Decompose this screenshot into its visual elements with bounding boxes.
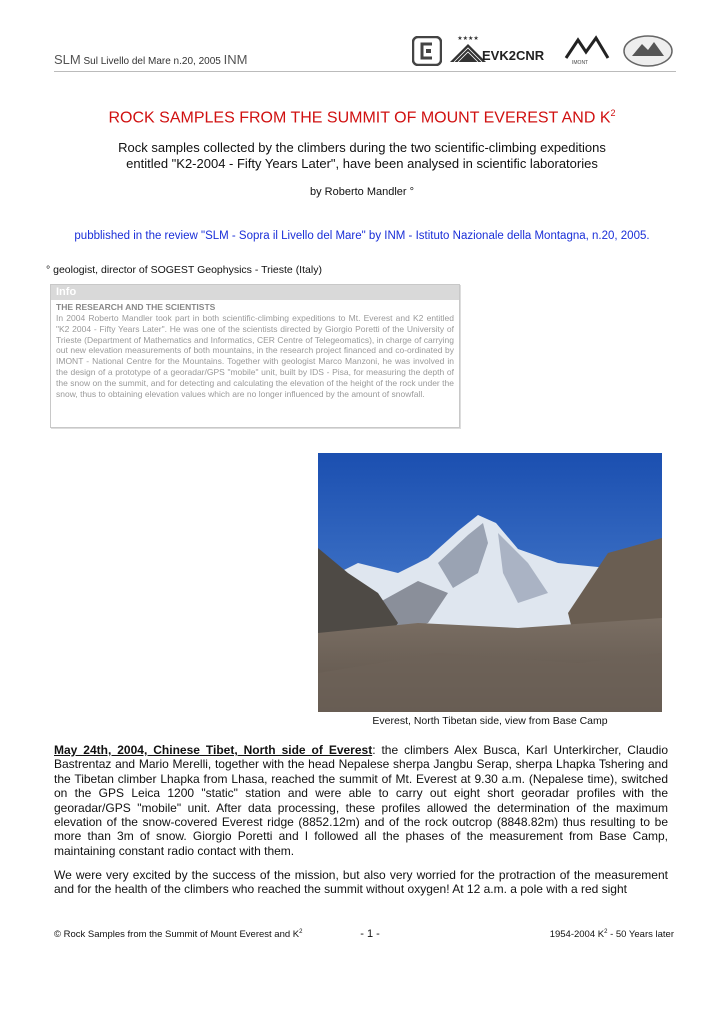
info-box-heading: Info [51,285,459,300]
photo-caption: Everest, North Tibetan side, view from Base Camp [372,715,608,727]
paragraph-1-lead: May 24th, 2004, Chinese Tibet, North side of Everest [54,743,373,757]
everest-photo-image [318,453,662,712]
info-box [50,284,460,428]
page-number: - 1 - [360,928,380,940]
everest-photo [318,453,662,712]
header-inm: INM [223,52,248,67]
info-box-body: In 2004 Roberto Mandler took part in both scientific-climbing expeditions to Mt. Everest and K2 entitled "K2 2004 - Fifty Years Later". He was one of the scientists directed by Giorgio Poretti of the University of Trieste (Department of Mathematics and Informatics, CER Centre of Telegeomatics), in charge of carrying out new elevation measurements of both mountains, in the research project financed and co-ordinated by IMONT - National Centre for the Mountains. Together with geologist Marco Manzoni, he was involved in the design of a prototype of a georadar/GPS "mobile" unit, built by IDS - Pisa, for measuring the depth of the snow on the summit, and for detecting and calculating the elevation of the height of the rock under the snow, thus to obtaining elevation values which are no longer influenced by the amount of snowfall. [56,313,454,399]
header-text: Sul Livello del Mare n.20, 2005 [83,56,221,67]
running-header [54,52,247,67]
imont-logo-text: IMONT [572,60,589,66]
footer-right-pre: 1954-2004 K [549,929,605,941]
author-affiliation: ° geologist, director of SOGEST Geophysics - Trieste (Italy) [46,264,322,276]
cnr-logo-icon [412,36,442,66]
paragraph-1-body: : the climbers Alex Busca, Karl Unterkircher, Claudio Bastrentaz and Mario Merelli, together with the head Nepalese sherpa Jangbu Serap, sherpa Lhapka Tshering and the Tibetan climber Lhapka from Lhasa, reached the summit of Mt. Everest at 9.30 a.m. (Nepalese time), switched on the GPS Leica 1200 "static" station and were able to carry out eight short georadar profiles with the georadar/GPS "mobile" unit. After data processing, these profiles allowed the determination of the maximum elevation of the snow-covered Everest ridge (8852.12m) and of the rock outcrop (8848.82m) thus resulting to be more than 3m of snow. Giorgio Poretti and I followed all the phases of the measurement from Base Camp, maintaining constant radio contact with them. [54,743,668,858]
footer-left [54,929,302,940]
title-main: ROCK SAMPLES FROM THE SUMMIT OF MOUNT EVEREST AND K [108,109,611,127]
author: by Roberto Mandler ° [309,186,415,198]
footer-right [550,929,674,940]
paragraph-2: We were very excited by the success of the mission, but also very worried for the protraction of the measurement and for the health of the climbers who reached the summit without oxygen! At 12 a.m. a pole with a red sight [54,868,668,897]
info-box-title: THE RESEARCH AND THE SCIENTISTS [56,302,216,312]
header-slm: SLM [54,52,81,67]
publication-note[interactable]: pubblished in the review "SLM - Sopra il Livello del Mare" by INM - Istituto Nazionale della Montagna, n.20, 2005. [74,230,650,242]
page-title [0,108,724,127]
evk2cnr-logo-text: EVK2CNR [482,48,545,63]
subtitle-line-2: entitled "K2-2004 - Fifty Years Later", have been analysed in scientific laboratories [126,156,598,171]
footer-right-sup: 2 [604,929,608,935]
header-rule [54,71,676,72]
paragraph-1 [54,743,668,858]
k2-badge-logo-icon [622,34,674,68]
footer-left-text: © Rock Samples from the Summit of Mount Everest and K [54,929,300,941]
subtitle [80,140,644,172]
footer-right-post: - 50 Years later [607,929,674,941]
footer-left-sup: 2 [299,929,303,935]
svg-text:★★★★: ★★★★ [457,35,479,42]
subtitle-line-1: Rock samples collected by the climbers during the two scientific-climbing expeditions [118,140,606,155]
title-sup: 2 [610,108,616,118]
